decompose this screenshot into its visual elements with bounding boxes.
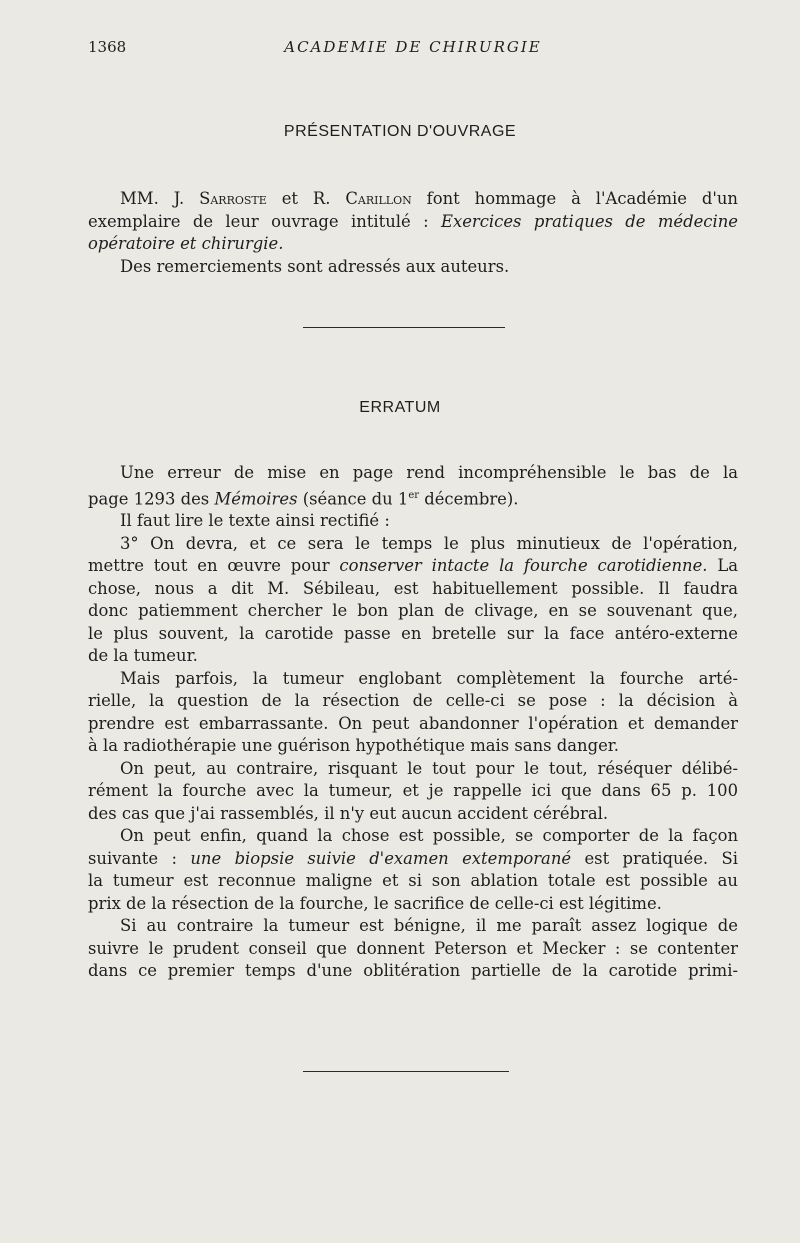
author-sarroste: Sarroste — [199, 189, 267, 208]
erratum-line: On peut, au contraire, risquant le tout pour le tout, réséquer délibé- — [120, 758, 738, 778]
erratum-line: page 1293 des Mémoires (séance du 1er décembre). — [88, 488, 519, 508]
book-title: Exercices pratiques de médecine — [441, 211, 738, 231]
page-header — [88, 38, 738, 62]
presentation-paragraph — [88, 188, 738, 278]
page-number: 1368 — [88, 38, 127, 56]
erratum-line: de la tumeur. — [88, 646, 198, 666]
erratum-line: Si au contraire la tumeur est bénigne, il me paraît assez logique de — [120, 916, 738, 936]
erratum-line: mettre tout en œuvre pour conserver intacte la fourche carotidienne. La — [88, 556, 739, 576]
erratum-line: 3° On devra, et ce sera le temps le plus minutieux de l'opération, — [120, 533, 738, 553]
divider-1 — [303, 327, 505, 328]
erratum-line: prendre est embarrassante. On peut abandonner l'opération et demander — [88, 713, 738, 733]
presentation-title: PRÉSENTATION D'OUVRAGE — [283, 123, 517, 140]
presentation-line-3: opératoire et chirurgie. — [88, 234, 284, 253]
erratum-line: chose, nous a dit M. Sébileau, est habituellement possible. Il faudra — [88, 578, 738, 598]
erratum-title: ERRATUM — [359, 399, 441, 416]
erratum-line: On peut enfin, quand la chose est possible, se comporter de la façon — [120, 826, 738, 846]
erratum-line: dans ce premier temps d'une oblitération partielle de la carotide primi- — [88, 961, 738, 981]
divider-2 — [303, 1071, 509, 1072]
erratum-line: rielle, la question de la résection de celle-ci se pose : la décision à — [88, 691, 738, 711]
erratum-line: des cas que j'ai rassemblés, il n'y eut aucun accident cérébral. — [88, 803, 609, 823]
erratum-line: donc patiemment chercher le bon plan de clivage, en se souvenant que, — [88, 601, 738, 621]
erratum-line: Une erreur de mise en page rend incompréhensible le bas de la — [120, 463, 738, 482]
erratum-line: Il faut lire le texte ainsi rectifié : — [120, 511, 390, 531]
erratum-line: le plus souvent, la carotide passe en bretelle sur la face antéro-externe — [88, 623, 738, 643]
running-title: ACADEMIE DE CHIRURGIE — [284, 38, 542, 56]
erratum-line: suivante : une biopsie suivie d'examen extemporané est pratiquée. Si — [88, 848, 738, 868]
erratum-line: la tumeur est reconnue maligne et si son ablation totale est possible au — [88, 871, 738, 891]
erratum-line: suivre le prudent conseil que donnent Peterson et Mecker : se contenter — [88, 938, 738, 958]
presentation-thanks: Des remerciements sont adressés aux auteurs. — [120, 256, 510, 276]
erratum-line: rément la fourche avec la tumeur, et je rappelle ici que dans 65 p. 100 — [88, 781, 738, 801]
erratum-text — [88, 462, 739, 983]
presentation-line-1: MM. J. Sarroste et R. Carillon font hommage à l'Académie d'un — [120, 189, 738, 208]
erratum-line: prix de la résection de la fourche, le sacrifice de celle-ci est légitime. — [88, 893, 662, 913]
erratum-line: à la radiothérapie une guérison hypothétique mais sans danger. — [88, 736, 620, 756]
author-carillon: Carillon — [345, 189, 412, 208]
presentation-line-2: exemplaire de leur ouvrage intitulé : Exercices pratiques de médecine — [88, 211, 738, 231]
erratum-line: Mais parfois, la tumeur englobant complètement la fourche arté- — [120, 668, 738, 688]
